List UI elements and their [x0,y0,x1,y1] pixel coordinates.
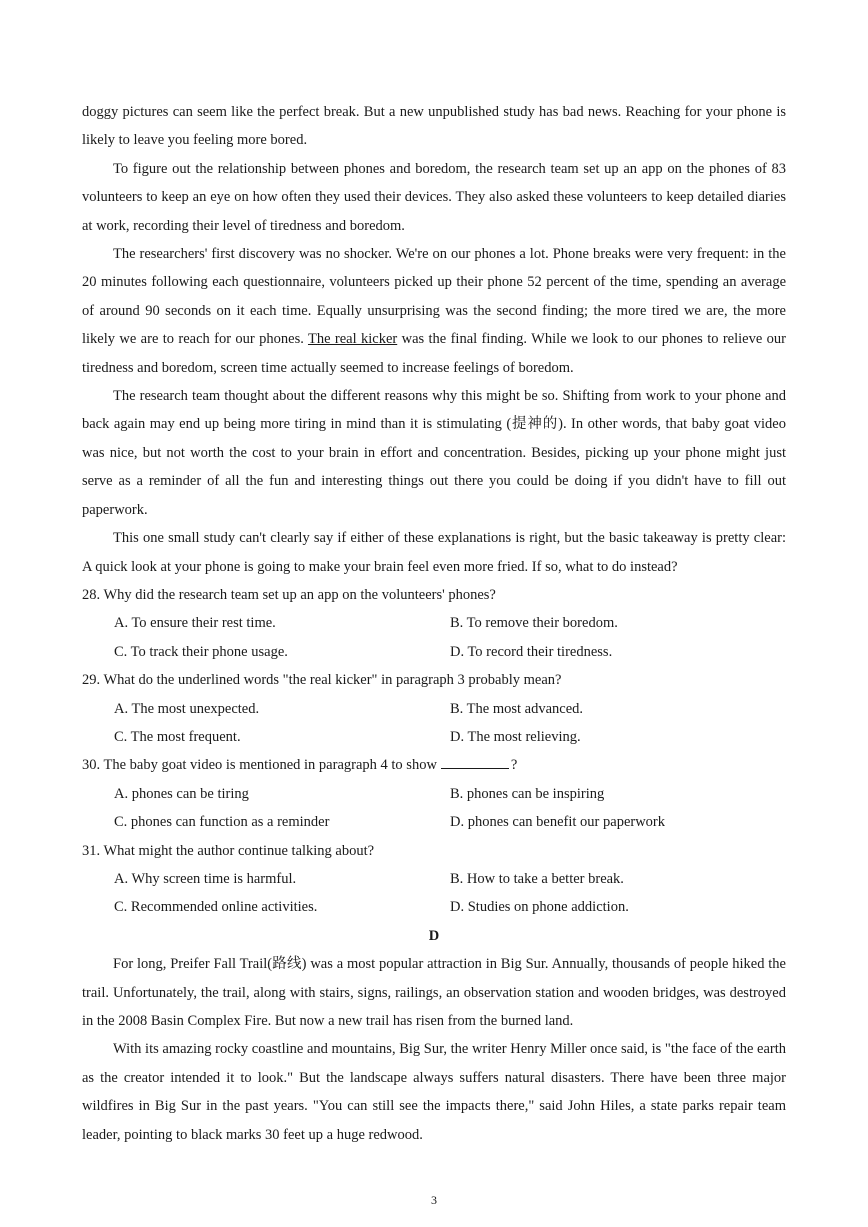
passage-d-paragraph-1: For long, Preifer Fall Trail(路线) was a most popular attraction in Big Sur. Annually, thousands of people hiked the trail. Unfortunately, the trail, along with stairs, signs, railings, an observation station and wooden bridges, was destroyed in the 2008 Basin Complex Fire. But now a new trail has risen from the burned land. [82,956,786,1029]
option-d: D. The most relieving. [450,728,581,745]
option-row [114,808,786,836]
question-stem: 29. What do the underlined words "the real kicker" in paragraph 3 probably mean? [82,672,562,689]
option-b: B. How to take a better break. [450,870,624,887]
answer-options [82,865,786,922]
question-31 [82,837,786,922]
option-row [114,638,786,666]
page-number: 3 [431,1193,437,1207]
option-c: C. Recommended online activities. [114,899,318,916]
option-a: A. phones can be tiring [114,785,249,802]
option-a: A. Why screen time is harmful. [114,870,297,887]
passage-c-paragraph-2 [82,240,786,382]
option-c: C. The most frequent. [114,728,241,745]
option-a: A. The most unexpected. [114,700,260,717]
option-d: D. To record their tiredness. [450,643,613,660]
option-b: B. To remove their boredom. [450,615,618,632]
option-b: B. The most advanced. [450,700,584,717]
underlined-phrase: The real kicker [307,331,398,348]
answer-options [82,780,786,837]
option-row [114,723,786,751]
option-d: D. phones can benefit our paperwork [450,814,666,831]
passage-d-paragraph-2: With its amazing rocky coastline and mountains, Big Sur, the writer Henry Miller once said, is "the face of the earth as the creator intended it to look." But the landscape always suffers natural disasters. There have been three major wildfires in Big Sur in the past years. "You can still see the impacts there," said John Hiles, a state parks repair team leader, pointing to black marks 30 feet up a huge redwood. [82,1041,786,1143]
option-row [114,893,786,921]
option-d: D. Studies on phone addiction. [450,899,629,916]
option-row [114,865,786,893]
question-stem-end: ? [510,757,518,774]
question-29 [82,666,786,751]
passage-c-paragraph-1: To figure out the relationship between phones and boredom, the research team set up an app on the phones of 83 volunteers to keep an eye on how often they used their devices. They also asked these volunteers to keep detailed diaries at work, recording their level of tiredness and boredom. [82,160,786,234]
question-30 [82,751,786,836]
option-row [114,780,786,808]
answer-blank [441,754,509,769]
page-content [82,98,786,1149]
passage-c-paragraph-0: doggy pictures can seem like the perfect break. But a new unpublished study has bad news. Reaching for your phone is likely to leave you feeling more bored. [82,104,786,149]
passage-c-paragraph-3: The research team thought about the different reasons why this might be so. Shifting from work to your phone and back again may end up being more tiring in mind than it is stimulating (提神的). In other words, that baby goat video was nice, but not worth the cost to your brain in effort and concentration. Besides, picking up your phone might just serve as a reminder of all the fun and interesting things out there you could be doing if you didn't have to fill out paperwork. [82,388,786,518]
passage-c-paragraph-4: This one small study can't clearly say if either of these explanations is right, but the basic takeaway is pretty clear: A quick look at your phone is going to make your brain feel even more fried. If so, what to do instead? [82,530,786,575]
answer-options [82,609,786,666]
option-row [114,609,786,637]
question-stem [82,751,786,779]
option-row [114,695,786,723]
section-heading: D [428,927,440,944]
answer-options [82,695,786,752]
question-28 [82,581,786,666]
option-a: A. To ensure their rest time. [114,615,276,632]
option-b: B. phones can be inspiring [450,785,605,802]
option-c: C. To track their phone usage. [114,643,288,660]
option-c: C. phones can function as a reminder [114,814,330,831]
question-stem: 31. What might the author continue talking about? [82,842,375,859]
paragraph-text: The researchers' first discovery was no shocker. We're on our phones a lot. Phone breaks were very frequent: in the 20 minutes following each questionnaire, volunteers picked up their phone 52 percent of the time, spending an average of around 90 seconds on it each time. Equally unsurprising was the second finding; the more tired we are, the more likely we are to reach for our phones. [82,246,786,348]
paragraph-text: was the final finding. While we look to our phones to relieve our tiredness and boredom, screen time actually seemed to increase feelings of boredom. [82,331,786,376]
question-stem: 28. Why did the research team set up an app on the volunteers' phones? [82,586,496,603]
question-stem-text: 30. The baby goat video is mentioned in paragraph 4 to show [82,757,437,774]
